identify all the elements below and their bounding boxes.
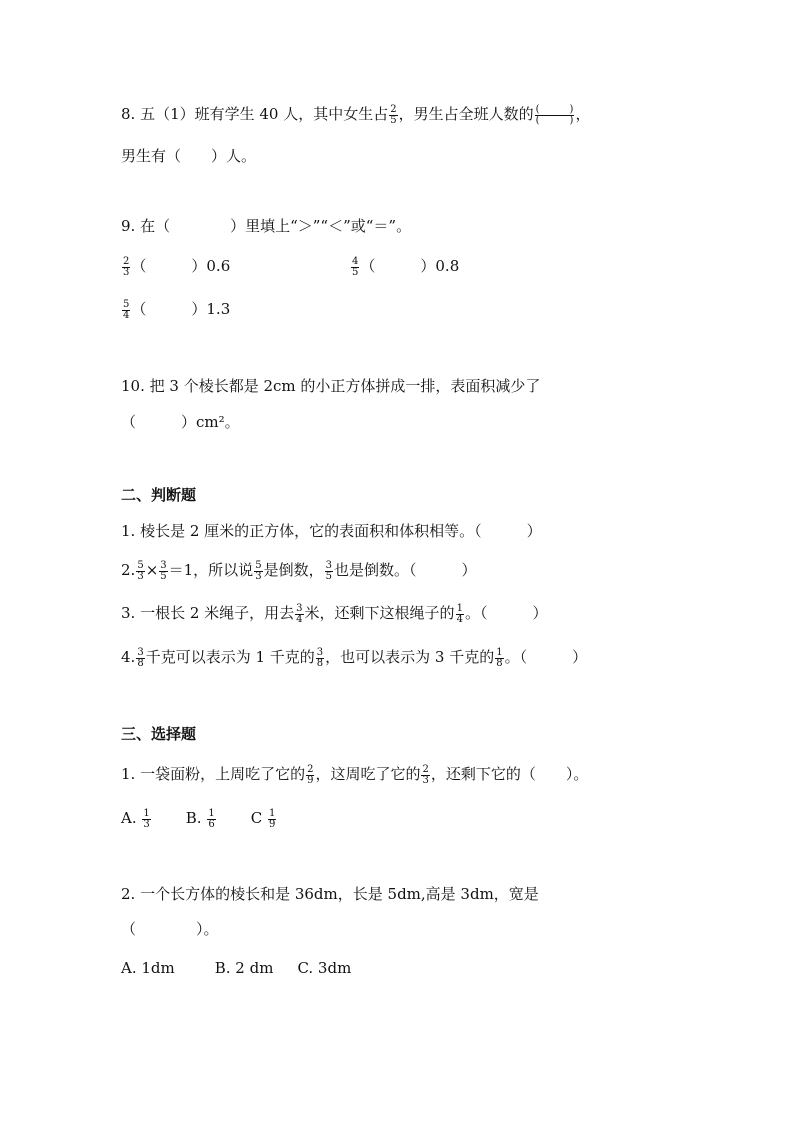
fraction: $\frac{2}{9}$ xyxy=(307,763,314,786)
choice-question-2-line-1: 2. 一个长方体的棱长和是 36dm，长是 5dm,高是 3dm，宽是 xyxy=(121,885,539,903)
choice-question-2-line-2: （ ）。 xyxy=(121,920,219,938)
choice-question-1: 1. 一袋面粉，上周吃了它的 $\frac{2}{9}$ ，这周吃了它的 $\frac{2}{3}$ ，还剩下它的（ ）。 xyxy=(121,763,589,786)
judge-item-4: 4. $\frac{3}{8}$ 千克可以表示为 1 千克的 $\frac{3}{8}$ ，也可以表示为 3 千克的 $\frac{1}{8}$ 。（ ） xyxy=(121,646,588,669)
fraction: $\frac{2}{3}$ xyxy=(422,763,429,786)
fraction: $\frac{4}{5}$ xyxy=(352,255,359,278)
question-8-line-1: 8. 五（1）班有学生 40 人，其中女生占 $\frac{2}{5}$ ，男生占全班人数的 $\frac{( )}{( )}$ ， xyxy=(121,103,591,126)
choice-question-1-options xyxy=(121,808,277,830)
blank-fraction[interactable]: $\frac{( )}{( )}$ xyxy=(535,103,574,126)
judge-item-2: 2. $\frac{5}{3}$ × $\frac{3}{5}$ ＝1，所以说 $\frac{5}{3}$ 是倒数， $\frac{3}{5}$ 也是倒数。（ ） xyxy=(121,559,477,582)
fraction: $\frac{1}{4}$ xyxy=(456,602,463,625)
question-10-line-1: 10. 把 3 个棱长都是 2cm 的小正方体拼成一排，表面积减少了 xyxy=(121,377,541,395)
fraction: $\frac{3}{4}$ xyxy=(296,602,303,625)
option-c[interactable]: C. 3dm xyxy=(297,959,352,977)
fraction: $\frac{3}{5}$ xyxy=(160,559,167,582)
question-9-item-2: $\frac{4}{5}$ （ ）0.8 xyxy=(352,255,460,278)
fraction: $\frac{3}{8}$ xyxy=(137,646,144,669)
question-8-line-2: 男生有（ ）人。 xyxy=(121,147,257,165)
fraction: $\frac{3}{5}$ xyxy=(325,559,332,582)
answer-blank[interactable]: （ ） xyxy=(131,257,207,275)
section-3-title: 三、选择题 xyxy=(121,725,197,743)
choice-question-2-options xyxy=(121,958,351,978)
question-9-item-1: $\frac{2}{3}$ （ ）0.6 xyxy=(123,255,231,278)
fraction: $\frac{1}{8}$ xyxy=(496,646,503,669)
option-b[interactable]: B. 2 dm xyxy=(214,959,274,977)
fraction: $\frac{5}{4}$ xyxy=(123,298,130,321)
question-9-title: 9. 在（ ）里填上“＞”“＜”或“＝”。 xyxy=(121,217,412,235)
fraction: $\frac{3}{8}$ xyxy=(316,646,324,669)
fraction: $\frac{2}{3}$ xyxy=(123,255,130,278)
option-b[interactable]: B. $\frac{1}{6}$ xyxy=(185,807,215,830)
question-10-line-2: （ ）cm²。 xyxy=(121,413,240,431)
answer-blank[interactable]: （ ） xyxy=(131,300,207,318)
option-a[interactable]: A. $\frac{1}{3}$ xyxy=(121,807,150,830)
fraction: $\frac{5}{3}$ xyxy=(255,559,262,582)
question-9-item-3: $\frac{5}{4}$ （ ）1.3 xyxy=(123,298,231,321)
option-a[interactable]: A. 1dm xyxy=(121,959,175,977)
fraction: $\frac{2}{5}$ xyxy=(390,103,397,126)
fraction: $\frac{5}{3}$ xyxy=(137,559,144,582)
option-c[interactable]: C $\frac{1}{9}$ xyxy=(250,807,276,830)
answer-blank[interactable]: （ ） xyxy=(360,257,436,275)
section-2-title: 二、判断题 xyxy=(121,486,197,504)
judge-item-3: 3. 一根长 2 米绳子，用去 $\frac{3}{4}$ 米，还剩下这根绳子的 $\frac{1}{4}$ 。（ ） xyxy=(121,602,548,625)
judge-item-1: 1. 棱长是 2 厘米的正方体，它的表面积和体积相等。（ ） xyxy=(121,522,542,540)
